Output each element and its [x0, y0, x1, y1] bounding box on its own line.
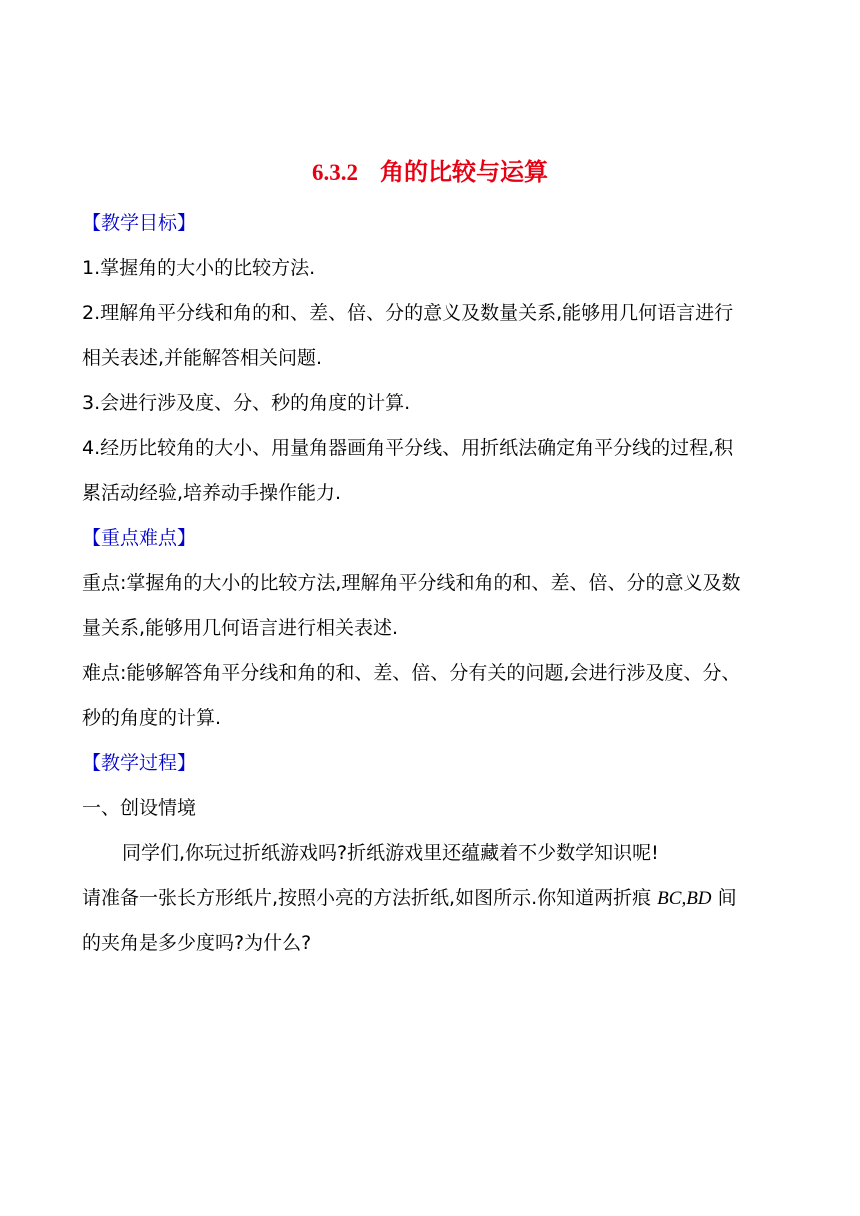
lesson-title-text: 角的比较与运算	[380, 158, 548, 186]
key-point-line-1: 重点:掌握角的大小的比较方法,理解角平分线和角的和、差、倍、分的意义及数	[82, 572, 741, 594]
goal-item-1: 1.掌握角的大小的比较方法.	[82, 257, 316, 279]
section-heading-goals: 【教学目标】	[82, 212, 197, 234]
goal-item-3: 3.会进行涉及度、分、秒的角度的计算.	[82, 392, 411, 414]
intro-paragraph-line-3: 的夹角是多少度吗?为什么?	[82, 932, 312, 954]
intro-line-2-text-a: 请准备一张长方形纸片,按照小亮的方法折纸,如图所示.你知道两折痕	[82, 887, 658, 909]
difficulty-line-2: 秒的角度的计算.	[82, 707, 222, 729]
section-heading-process: 【教学过程】	[82, 752, 197, 774]
key-point-line-2: 量关系,能够用几何语言进行相关表述.	[82, 617, 399, 639]
goal-item-2-line-1: 2.理解角平分线和角的和、差、倍、分的意义及数量关系,能够用几何语言进行	[82, 302, 734, 324]
section-heading-keypoints: 【重点难点】	[82, 527, 197, 549]
part-1-heading: 一、创设情境	[82, 797, 197, 819]
goal-item-2-line-2: 相关表述,并能解答相关问题.	[82, 347, 323, 369]
difficulty-line-1: 难点:能够解答角平分线和角的和、差、倍、分有关的问题,会进行涉及度、分、	[82, 662, 741, 684]
intro-paragraph-line-1: 同学们,你玩过折纸游戏吗?折纸游戏里还蕴藏着不少数学知识呢!	[122, 842, 659, 864]
intro-paragraph-line-2	[82, 876, 782, 921]
goal-item-4-line-2: 累活动经验,培养动手操作能力.	[82, 482, 342, 504]
goal-item-4-line-1: 4.经历比较角的大小、用量角器画角平分线、用折纸法确定角平分线的过程,积	[82, 437, 734, 459]
lesson-title	[0, 155, 860, 190]
document-body	[82, 201, 782, 966]
crease-labels: BC,BD	[657, 888, 712, 909]
intro-line-2-text-b: 间	[711, 887, 737, 909]
lesson-number: 6.3.2	[312, 160, 358, 185]
